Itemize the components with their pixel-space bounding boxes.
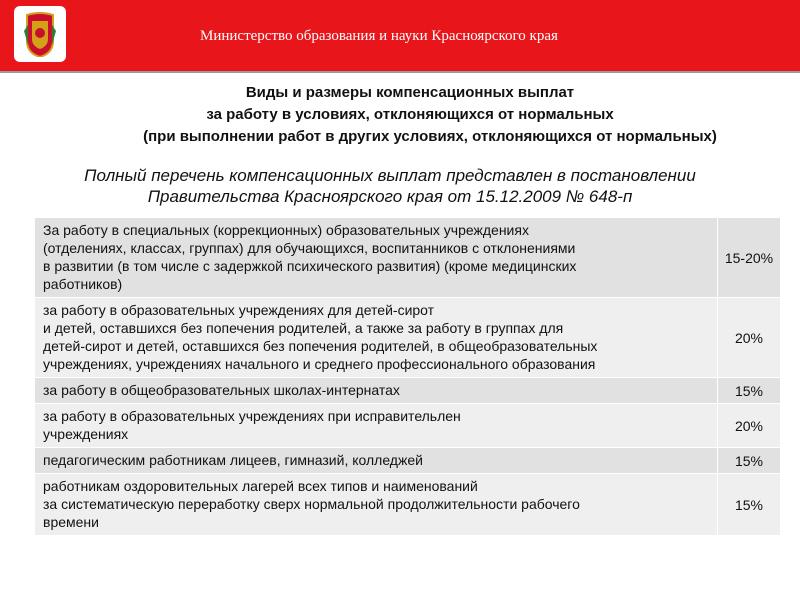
compensation-table-body (35, 218, 781, 536)
description-line: учреждениях, учреждениях начального и среднего профессионального образования (43, 356, 596, 372)
description-line: и детей, оставшихся без попечения родителей, а также за работу в группах для (43, 320, 564, 336)
description-line: за работу в образовательных учреждениях для детей-сирот (43, 302, 435, 318)
description-line: за систематическую переработку сверх нормальной продолжительности рабочего (43, 496, 580, 512)
description-line: работникам оздоровительных лагерей всех типов и наименований (43, 478, 478, 494)
description-line: за работу в образовательных учреждениях при исправительлен (43, 408, 461, 424)
subtitle-line-1: Полный перечень компенсационных выплат представлен в постановлении (84, 166, 696, 185)
title-line-1: Виды и размеры компенсационных выплат (245, 84, 575, 101)
compensation-table (34, 217, 781, 536)
row-description (35, 404, 718, 448)
description-line: учреждениях (43, 426, 129, 442)
row-value: 15-20% (718, 218, 781, 298)
title-line-3: (при выполнении работ в других условиях, отклоняющихся от нормальных) (143, 128, 717, 145)
description-line: времени (43, 514, 99, 530)
header-divider (0, 71, 800, 73)
row-value: 20% (718, 404, 781, 448)
description-line: в развитии (в том числе с задержкой психического развития) (кроме медицинских (43, 258, 577, 274)
description-line: За работу в специальных (коррекционных) образовательных учреждениях (43, 222, 529, 238)
page-title (60, 82, 760, 148)
description-line: работников) (43, 276, 123, 292)
row-description (35, 378, 718, 404)
table-row (35, 298, 781, 378)
row-description (35, 474, 718, 536)
table-row (35, 378, 781, 404)
row-value: 15% (718, 448, 781, 474)
description-line: (отделениях, классах, группах) для обучающихся, воспитанников с отклонениями (43, 240, 576, 256)
row-value: 15% (718, 474, 781, 536)
description-line: детей-сирот и детей, оставшихся без попечения родителей, в общеобразовательных (43, 338, 598, 354)
table-row (35, 474, 781, 536)
subtitle-line-2: Правительства Красноярского края от 15.12.2009 № 648-п (147, 187, 633, 206)
table-row (35, 448, 781, 474)
ministry-title: Министерство образования и науки Красноярского края (200, 28, 558, 44)
row-description (35, 298, 718, 378)
row-value: 20% (718, 298, 781, 378)
row-description (35, 218, 718, 298)
coat-of-arms-icon (23, 11, 57, 57)
description-line: за работу в общеобразовательных школах-интернатах (43, 382, 400, 398)
table-row (35, 404, 781, 448)
emblem-frame (14, 6, 66, 62)
title-line-2: за работу в условиях, отклоняющихся от нормальных (206, 106, 614, 123)
table-row (35, 218, 781, 298)
row-value: 15% (718, 378, 781, 404)
page-subtitle (40, 165, 740, 207)
header-bar (0, 0, 800, 71)
description-line: педагогическим работникам лицеев, гимназий, колледжей (43, 452, 423, 468)
row-description (35, 448, 718, 474)
